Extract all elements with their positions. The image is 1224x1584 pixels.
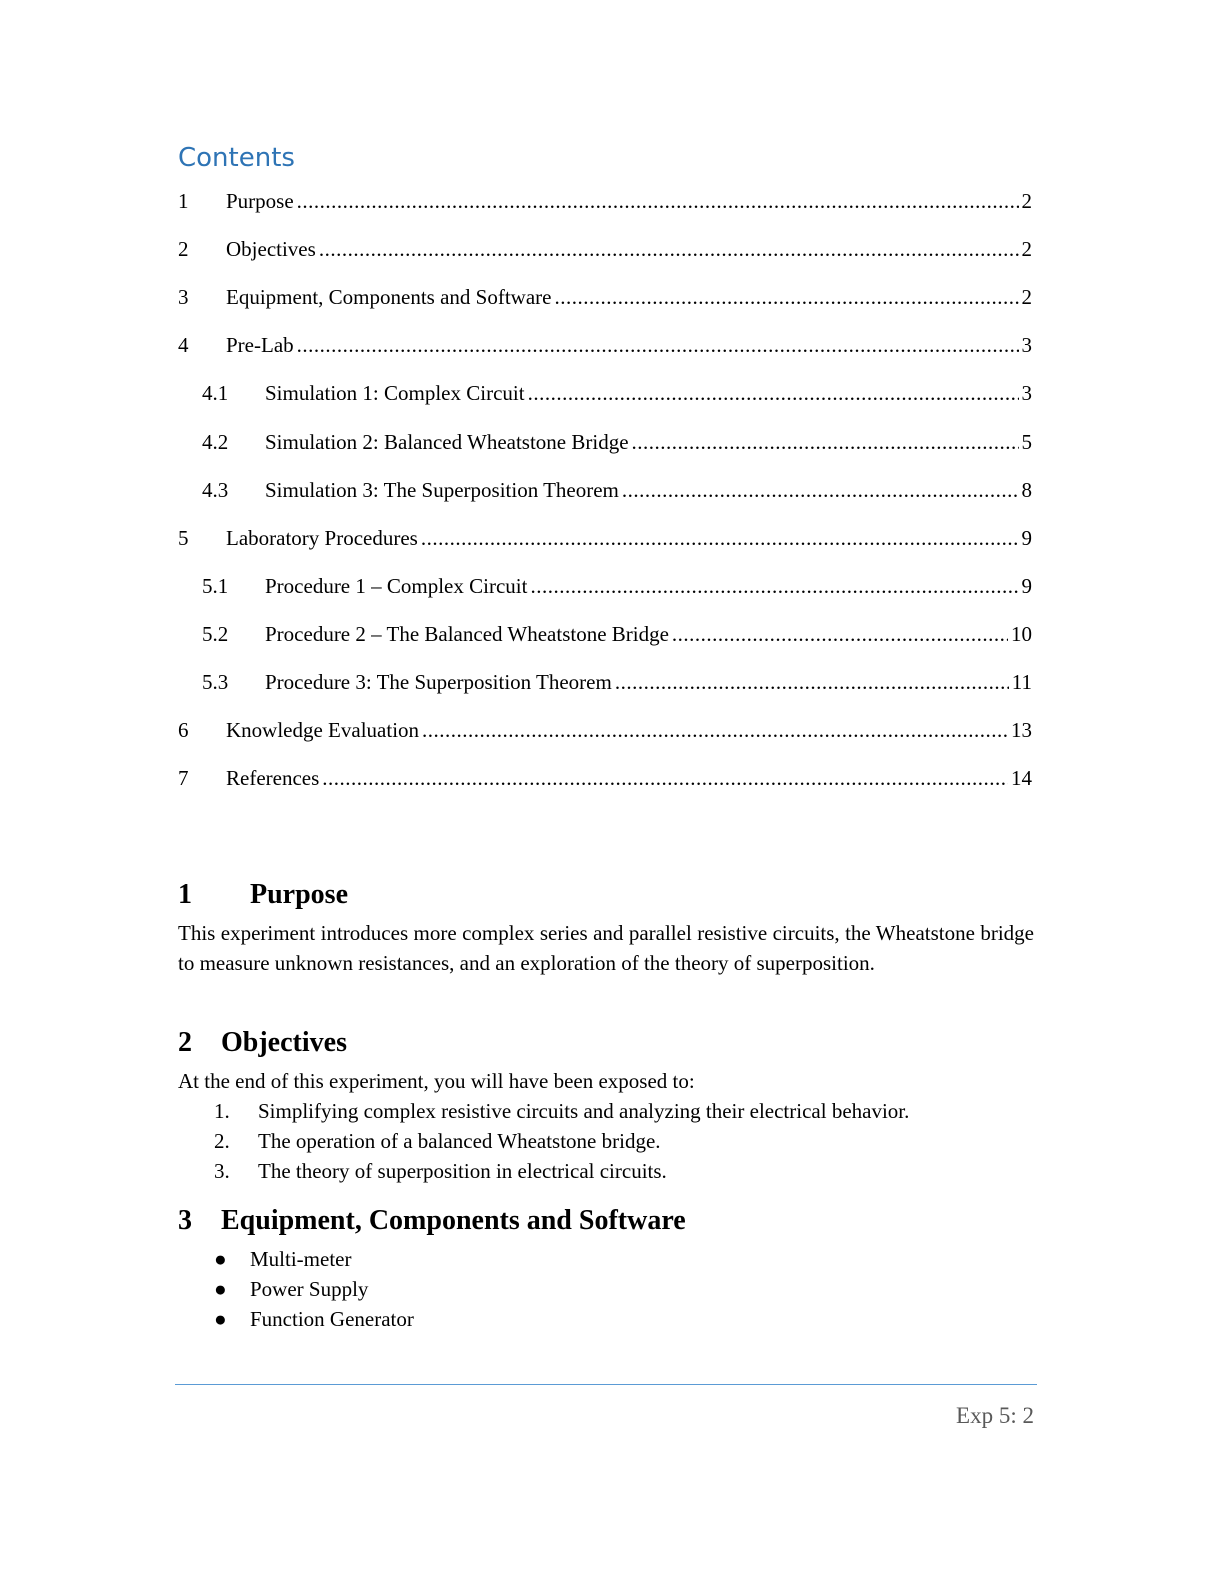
toc-entry-page: 14 (1011, 766, 1032, 791)
toc-entry-title: Equipment, Components and Software (226, 285, 552, 310)
toc-entry-title: Pre-Lab (226, 333, 294, 358)
toc-entry-number: 1 (178, 189, 189, 213)
toc-leader (530, 572, 1018, 600)
toc-entry-page: 13 (1011, 718, 1032, 743)
equipment-item: ● Power Supply (214, 1277, 369, 1301)
toc-entry-number: 4 (178, 333, 189, 358)
toc-entry-page: 9 (1021, 573, 1032, 598)
toc-entry-title: Knowledge Evaluation (226, 718, 420, 743)
toc-entry-number: 4.1 (202, 381, 229, 406)
toc-entry[interactable] (178, 428, 1032, 456)
toc-entry-page: 2 (1021, 189, 1032, 213)
page-number: Exp 5: 2 (956, 1403, 1034, 1428)
toc-entry-title: Simulation 3: The Superposition Theorem (265, 477, 619, 502)
objectives-heading: 2 Objectives (178, 1027, 347, 1058)
toc-entry[interactable] (178, 283, 1032, 311)
toc-entry-page: 5 (1021, 429, 1032, 454)
toc-entry-page: 2 (1021, 237, 1032, 262)
toc-entry-page: 11 (1011, 670, 1032, 694)
toc-entry[interactable] (178, 572, 1032, 600)
toc-entry-title: Purpose (226, 189, 294, 213)
toc-leader (422, 716, 1008, 744)
toc-leader (528, 379, 1019, 407)
toc-entry[interactable] (178, 668, 1032, 696)
equipment-item: ● Multi-meter (214, 1247, 352, 1271)
equipment-heading: 3 Equipment, Components and Software (178, 1205, 686, 1236)
purpose-heading: 1 Purpose (178, 879, 348, 910)
toc-entry-page: 3 (1021, 333, 1032, 358)
toc-leader (554, 283, 1018, 311)
toc-entry-title: Procedure 2 – The Balanced Wheatstone Bridge (265, 621, 669, 646)
toc-entry[interactable] (178, 716, 1032, 744)
toc-leader (622, 476, 1019, 504)
toc-leader (421, 524, 1019, 552)
toc-entry[interactable] (178, 379, 1032, 407)
toc-leader (319, 235, 1019, 263)
toc-entry[interactable] (178, 476, 1032, 504)
objective-item: 3. The theory of superposition in electrical circuits. (214, 1159, 667, 1183)
toc-entry[interactable] (178, 764, 1032, 792)
toc-entry-number: 3 (178, 285, 189, 310)
toc-entry-number: 5.2 (202, 621, 229, 646)
toc-entry-page: 8 (1021, 477, 1032, 502)
toc-entry-number: 4.3 (202, 477, 229, 502)
toc-entry-title: Simulation 2: Balanced Wheatstone Bridge (265, 429, 629, 454)
toc-entry-number: 2 (178, 237, 189, 262)
toc-entry-title: Procedure 1 – Complex Circuit (265, 573, 528, 598)
toc-entry-title: Simulation 1: Complex Circuit (265, 381, 525, 406)
toc-entry-number: 4.2 (202, 429, 229, 454)
toc-leader (672, 620, 1008, 648)
toc-entry[interactable] (178, 187, 1032, 215)
toc-entry-title: Procedure 3: The Superposition Theorem (265, 670, 612, 694)
toc-entry-number: 7 (178, 766, 189, 791)
toc-leader (322, 764, 1008, 792)
toc-leader (297, 187, 1019, 215)
toc-leader (615, 668, 1009, 696)
toc-entry-page: 9 (1021, 525, 1032, 550)
toc-entry-page: 3 (1021, 381, 1032, 406)
toc-entry[interactable] (178, 524, 1032, 552)
equipment-item: ● Function Generator (214, 1307, 414, 1331)
objective-item: 2. The operation of a balanced Wheatstone bridge. (214, 1129, 661, 1153)
toc-entry-number: 6 (178, 718, 189, 743)
objectives-intro: At the end of this experiment, you will have been exposed to: (178, 1069, 695, 1093)
objective-item: 1. Simplifying complex resistive circuits and analyzing their electrical behavior. (214, 1099, 910, 1123)
toc-entry-title: Objectives (226, 237, 316, 262)
toc-entry-page: 2 (1021, 285, 1032, 310)
toc-entry-title: Laboratory Procedures (226, 525, 418, 550)
footer-divider (175, 1384, 1037, 1385)
toc-entry-number: 5.3 (202, 670, 229, 694)
toc-entry[interactable] (178, 235, 1032, 263)
toc-entry-page: 10 (1011, 621, 1032, 646)
toc-entry[interactable] (178, 331, 1032, 359)
toc-entry-title: References (226, 766, 320, 791)
toc-title: Contents (178, 143, 295, 173)
toc-leader (297, 331, 1019, 359)
toc-entry[interactable] (178, 620, 1032, 648)
purpose-text: This experiment introduces more complex series and parallel resistive circuits, the Wheatstone bridge to measure unknown resistances, and an exploration of the theory of superposition. (178, 921, 1034, 975)
toc-entry-number: 5.1 (202, 573, 229, 598)
toc-leader (632, 428, 1019, 456)
toc-entry-number: 5 (178, 525, 189, 550)
